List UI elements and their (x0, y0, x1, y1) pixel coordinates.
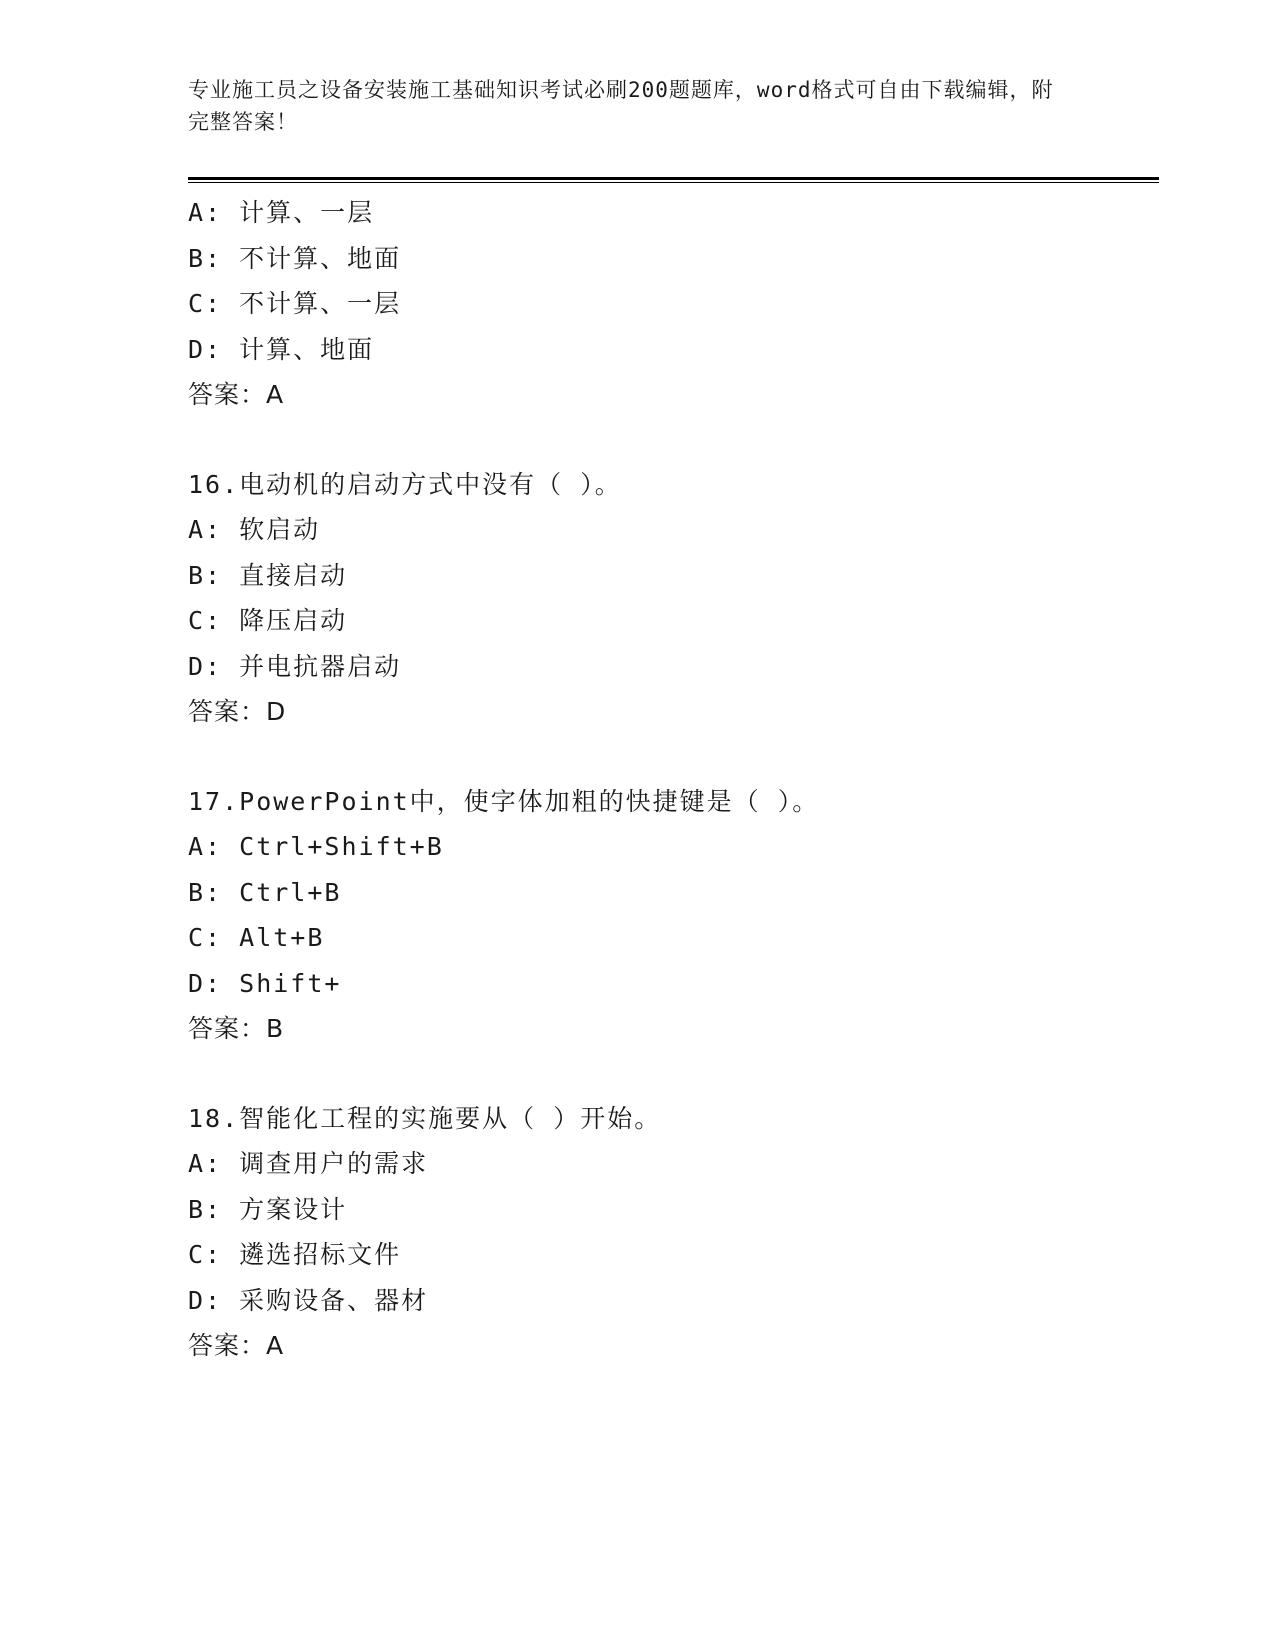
option-a: A: 计算、一层 (188, 198, 375, 227)
option-a: A: Ctrl+Shift+B (188, 832, 444, 861)
document-title: 专业施工员之设备安装施工基础知识考试必刷200题题库，word格式可自由下载编辑，附完整答案！ (188, 78, 1054, 134)
option-a: A: 软启动 (188, 515, 321, 544)
option-b: B: 不计算、地面 (188, 243, 402, 273)
question-stem: 17.PowerPoint中，使字体加粗的快捷键是（ ）。 (188, 786, 820, 816)
option-d: D: Shift+ (188, 968, 342, 998)
option-c: C: 降压启动 (188, 606, 348, 635)
question-17 (188, 779, 1148, 1052)
answer-line: 答案：A (188, 1331, 285, 1360)
answer-line: 答案：A (188, 380, 285, 409)
question-16 (188, 462, 1148, 735)
option-c: C: 遴选招标文件 (188, 1240, 402, 1269)
answer-line: 答案：B (188, 1014, 285, 1043)
option-c: C: 不计算、一层 (188, 289, 402, 318)
question-15-continued (188, 190, 1148, 418)
option-d: D: 计算、地面 (188, 334, 375, 364)
question-stem: 16.电动机的启动方式中没有（ ）。 (188, 469, 622, 499)
answer-line: 答案：D (188, 697, 287, 726)
header-divider-thin (188, 182, 1159, 183)
header-divider-thick (188, 177, 1159, 180)
question-stem: 18.智能化工程的实施要从（ ）开始。 (188, 1103, 662, 1133)
option-b: B: 方案设计 (188, 1194, 348, 1224)
option-a: A: 调查用户的需求 (188, 1149, 429, 1178)
option-b: B: 直接启动 (188, 560, 348, 590)
option-d: D: 采购设备、器材 (188, 1285, 429, 1315)
question-18 (188, 1096, 1148, 1369)
option-c: C: Alt+B (188, 923, 325, 952)
option-d: D: 并电抗器启动 (188, 651, 402, 681)
question-list (188, 190, 1148, 1369)
option-b: B: Ctrl+B (188, 877, 342, 907)
